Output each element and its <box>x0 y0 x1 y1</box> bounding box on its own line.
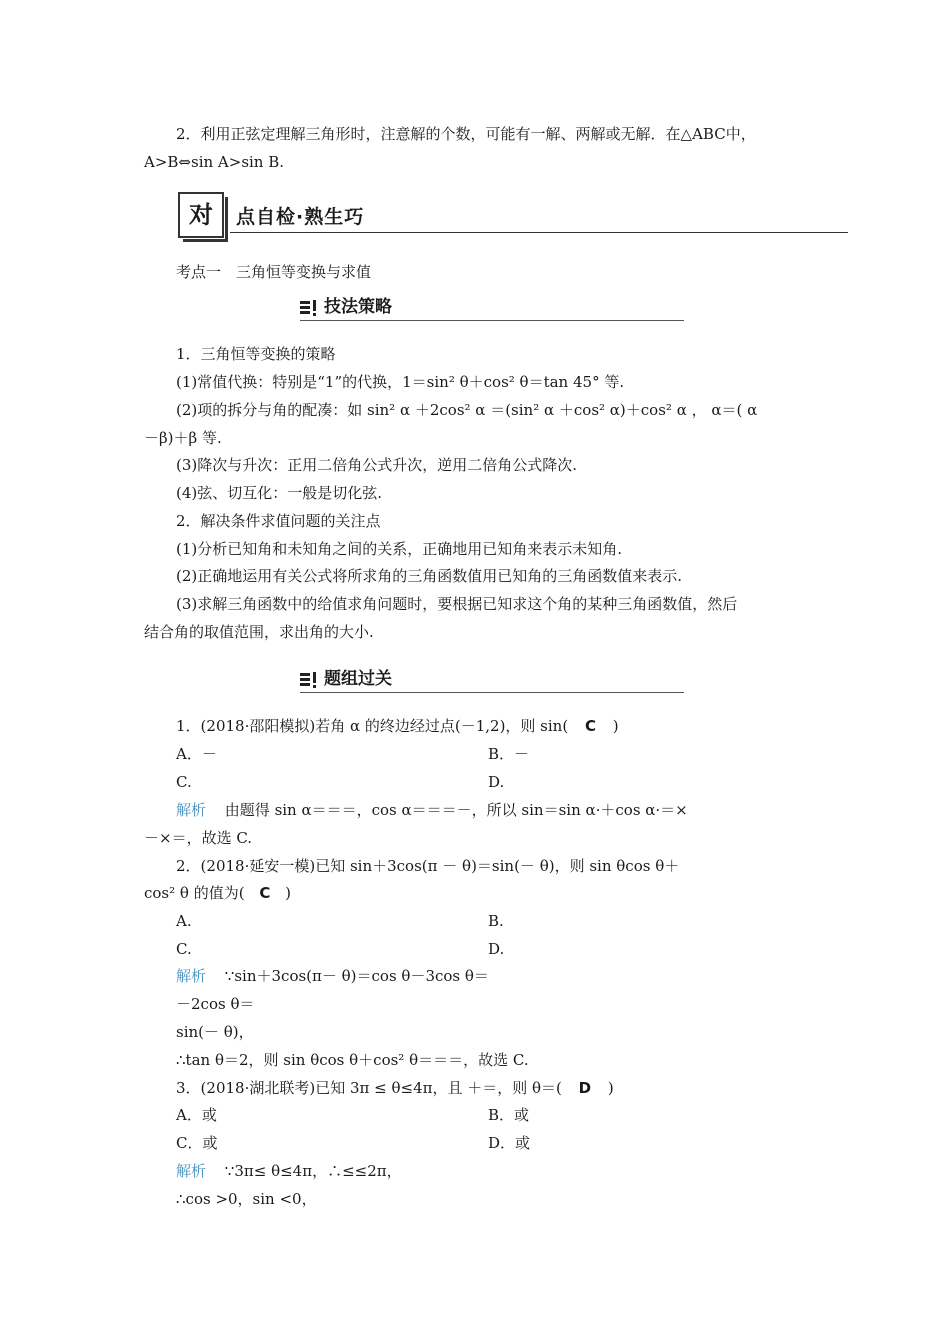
intro-line-2: A>B⇔sin A>sin B. <box>144 153 285 171</box>
q1-answer: C <box>584 717 596 735</box>
banner-title: 点自检·熟生巧 <box>236 206 365 228</box>
q2-answer: C <box>259 884 271 902</box>
q3-option-d: D．或 <box>488 1134 531 1152</box>
q2-stem-1: 2．(2018·延安一模)已知 sin＋3cos(π － θ)＝sin(－ θ)，则 sin θcos θ＋ <box>176 857 680 875</box>
banner-rule <box>230 232 848 233</box>
section-banner <box>178 192 848 242</box>
q1-solution-2: －×＝，故选 C. <box>144 829 253 847</box>
banner-char: 对 <box>189 201 213 229</box>
q1-option-c: C. <box>176 773 192 791</box>
q2-solution-4: ∴tan θ＝2，则 sin θcos θ＋cos² θ＝＝＝，故选 C. <box>176 1051 529 1069</box>
q3-solution-1: 解析 ∵3π≤ θ≤4π，∴≤≤2π， <box>176 1162 402 1180</box>
q2-option-a: A. <box>176 912 192 930</box>
subheader-strategy <box>300 296 684 322</box>
q1-option-a: A．－ <box>176 745 217 763</box>
subheader-exercises-title: 题组过关 <box>324 669 392 689</box>
kaodian-title: 考点一 三角恒等变换与求值 <box>176 263 372 281</box>
q2-stem-2: cos² θ 的值为( C ) <box>144 884 291 902</box>
q3-option-a: A．或 <box>176 1106 217 1124</box>
q3-solution-2: ∴cos >0，sin <0， <box>176 1190 317 1208</box>
q2-option-d: D. <box>488 940 505 958</box>
q1-option-b: B．－ <box>488 745 530 763</box>
s1-line: (3)求解三角函数中的给值求角问题时，要根据已知求这个角的某种三角函数值，然后 <box>176 595 738 613</box>
s1-line: －β)＋β 等. <box>144 429 222 447</box>
solution-label: 解析 <box>176 801 207 819</box>
banner-box <box>178 192 224 238</box>
q2-option-b: B. <box>488 912 504 930</box>
s1-line: (1)分析已知角和未知角之间的关系，正确地用已知角来表示未知角. <box>176 540 623 558</box>
subheader-strategy-title: 技法策略 <box>324 297 392 317</box>
subheader-rule <box>300 320 684 321</box>
s1-line: (4)弦、切互化：一般是切化弦. <box>176 484 383 502</box>
s1-line: 1．三角恒等变换的策略 <box>176 345 336 363</box>
s1-line: (2)项的拆分与角的配凑：如 sin² α ＋2cos² α ＝(sin² α ＋cos² α)＋cos² α ， α＝( α <box>176 401 758 419</box>
q2-option-c: C. <box>176 940 192 958</box>
q3-stem: 3．(2018·湖北联考)已知 3π ≤ θ≤4π，且 ＋＝，则 θ＝( D ) <box>176 1079 614 1097</box>
q3-option-c: C．或 <box>176 1134 218 1152</box>
s1-line: 结合角的取值范围，求出角的大小. <box>144 623 374 641</box>
s1-line: 2．解决条件求值问题的关注点 <box>176 512 381 530</box>
q1-solution-1: 解析 由题得 sin α＝＝＝，cos α＝＝＝－，所以 sin＝sin α·＋cos α·＝× <box>176 801 688 819</box>
bars-exclamation-icon <box>300 672 318 688</box>
q3-option-b: B．或 <box>488 1106 530 1124</box>
intro-line-1: 2．利用正弦定理解三角形时，注意解的个数，可能有一解、两解或无解．在△ABC中， <box>176 125 756 143</box>
solution-label: 解析 <box>176 1162 207 1180</box>
s1-line: (3)降次与升次：正用二倍角公式升次，逆用二倍角公式降次. <box>176 456 578 474</box>
q3-answer: D <box>578 1079 592 1097</box>
solution-label: 解析 <box>176 967 207 985</box>
subheader-exercises <box>300 668 684 694</box>
q2-solution-1: 解析 ∵sin＋3cos(π－ θ)＝cos θ－3cos θ＝ <box>176 967 489 985</box>
q1-option-d: D. <box>488 773 505 791</box>
q2-solution-2: －2cos θ＝ <box>176 995 255 1013</box>
subheader-rule <box>300 692 684 693</box>
s1-line: (1)常值代换：特别是“1”的代换，1＝sin² θ＋cos² θ＝tan 45° 等. <box>176 373 625 391</box>
q2-solution-3: sin(－ θ)， <box>176 1023 254 1041</box>
s1-line: (2)正确地运用有关公式将所求角的三角函数值用已知角的三角函数值来表示. <box>176 567 683 585</box>
bars-exclamation-icon <box>300 300 318 316</box>
q1-stem: 1．(2018·邵阳模拟)若角 α 的终边经过点(－1,2)，则 sin( C ) <box>176 717 619 735</box>
